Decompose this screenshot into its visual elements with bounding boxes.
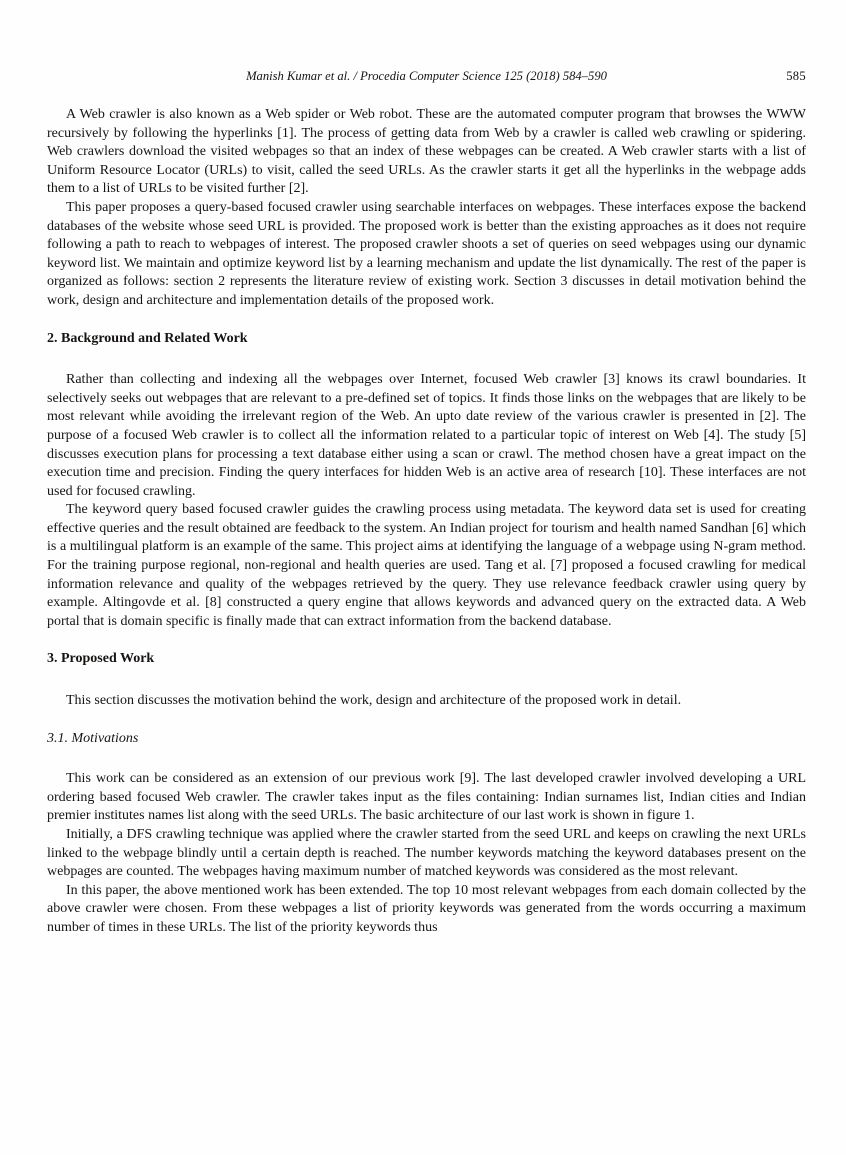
- body-paragraph: A Web crawler is also known as a Web spider or Web robot. These are the automated computer program that browses the WWW recursively by following the hyperlinks [1]. The process of getting data from Web by a crawler is called web crawling or spidering. Web crawlers download the visited webpages so that an index of these webpages can be created. A Web crawler starts with a list of Uniform Resource Locator (URLs) to visit, called the seed URLs. As the crawler starts it get all the hyperlinks in the webpage adds them to a list of URLs to be visited further [2].: [47, 107, 806, 197]
- body-paragraph: In this paper, the above mentioned work has been extended. The top 10 most relevant webpages from each domain collected by the above crawler were chosen. From these webpages a list of priority keywords was generated from the words occurring a maximum number of times in these URLs. The list of the priority keywords thus: [47, 882, 806, 935]
- body-paragraph: This paper proposes a query-based focused crawler using searchable interfaces on webpages. These interfaces expose the backend databases of the website whose seed URL is provided. The proposed work is better than the existing approaches as it does not require following a path to reach to webpages of interest. The proposed crawler shoots a set of queries on seed webpages using our dynamic keyword list. We maintain and optimize keyword list by a learning mechanism and update the list dynamically. The rest of the paper is organized as follows: section 2 represents the literature review of existing work. Section 3 discusses in detail motivation behind the work, design and architecture and implementation details of the proposed work.: [47, 199, 806, 308]
- body-paragraph: Rather than collecting and indexing all the webpages over Internet, focused Web crawler [3] knows its crawl boundaries. It selectively seeks out webpages that are relevant to a pre-defined set of topics. It finds those links on the webpages that are likely to be most relevant while avoiding the irrelevant region of the Web. An upto date review of the various crawler is presented in [2]. The purpose of a focused Web crawler is to collect all the information related to a particular topic of interest on Web [4]. The study [5] discusses execution plans for processing a text database either using a scan or crawl. The method chosen have a great impact on the execution time and precision. Finding the query interfaces for hidden Web is an active area of research [10]. These interfaces are not used for focused crawling.: [47, 372, 806, 499]
- section-heading: 2. Background and Related Work: [47, 330, 248, 346]
- subsection-heading: 3.1. Motivations: [47, 730, 139, 746]
- body-paragraph: This section discusses the motivation behind the work, design and architecture of the proposed work in detail.: [66, 693, 682, 709]
- section-heading: 3. Proposed Work: [47, 651, 155, 667]
- page-number: 585: [786, 69, 806, 83]
- body-paragraph: This work can be considered as an extension of our previous work [9]. The last developed crawler involved developing a URL ordering based focused Web crawler. The crawler takes input as the files containing: Indian surnames list, Indian cities and Indian premier institutes names list along with the seed URLs. The basic architecture of our last work is shown in figure 1.: [47, 771, 806, 824]
- body-paragraph: Initially, a DFS crawling technique was applied where the crawler started from the seed URL and keeps on crawling the next URLs linked to the webpage blindly until a certain depth is reached. The number keywords matching the keyword databases present on the webpages are counted. The webpages having maximum number of matched keywords was considered as the most relevant.: [47, 827, 806, 880]
- article-body: [47, 106, 806, 938]
- body-paragraph: The keyword query based focused crawler guides the crawling process using metadata. The keyword data set is used for creating effective queries and the result obtained are feedback to the system. An Indian project for tourism and health named Sandhan [6] which is a multilingual platform is an example of the same. This project aims at identifying the language of a webpage using N-gram method. For the training purpose regional, non-regional and health queries are used. Tang et al. [7] proposed a focused crawling for medical information relevance and quality of the webpages retrieved by the query. They use relevance feedback crawler using query by example. Altingovde et al. [8] constructed a query engine that allows keywords and advanced query on the extracted data. A Web portal that is domain specific is finally made that can extract information from the backend database.: [47, 502, 806, 629]
- running-head: [47, 69, 806, 84]
- running-head-citation: Manish Kumar et al. / Procedia Computer Science 125 (2018) 584–590: [246, 69, 607, 83]
